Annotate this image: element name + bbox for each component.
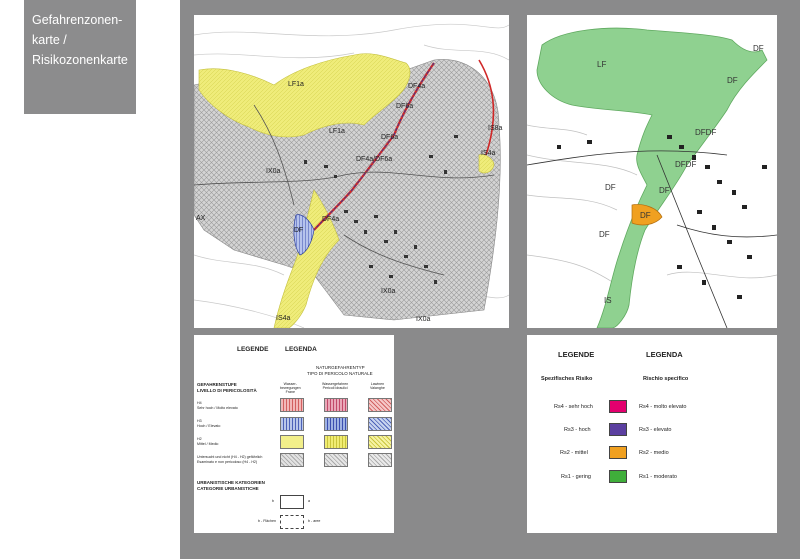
swatch-h3-avalanches [368,417,392,431]
risk-subtitle-it: Rischio specifico [643,376,689,382]
column-header-water [322,382,348,390]
risk-rs4-de: Rs4 - sehr hoch [554,404,593,410]
risk-zone-map[interactable] [527,15,777,328]
risk-rs2-swatch [609,446,627,459]
risk-rs2-de: Rs2 - mittel [560,450,588,456]
swatch-none-landslides [280,453,304,467]
title-line-1: Gefahrenzonen- [32,13,123,27]
hazard-type-header-it: TIPO DI PERICOLO NATURALE [307,371,373,376]
swatch-h2-landslides [280,435,304,449]
level-h4-label: Sehr hoch / Molto elevato [197,406,238,410]
level-h2-code: H2 [197,437,202,441]
risk-rs3-it: Rs3 - elevato [639,427,672,433]
urban-item-1-right: a [308,499,310,503]
title-line-3: Risikozonenkarte [32,53,128,67]
hazard-legend-title-de: LEGENDE [237,346,269,353]
risk-label-lf: LF [597,60,607,69]
risk-rs2-it: Rs2 - medio [639,450,669,456]
label-df6a-2: DF6a [381,134,399,141]
column-header-water-it: Pericoli idraulici [322,386,348,390]
risk-label-df-l2: DF [599,230,610,239]
label-ix0a-c: IX0a [416,316,431,323]
risk-rs4-swatch [609,400,627,413]
level-h3-label: Hoch / Elevato [197,424,221,428]
swatch-h2-avalanches [368,435,392,449]
risk-label-df-tr: DF [753,44,764,53]
label-df3: DF [294,227,304,234]
level-none-label-it: Esaminato e non pericoloso (H4 - H2) [197,460,258,464]
label-df4a-top: DF4a [408,83,426,90]
risk-legend [527,335,777,533]
hazard-type-header-de: NATURGEFAHRENTYP [316,365,365,370]
risk-label-df-r1: DF [727,76,738,85]
swatch-none-avalanches [368,453,392,467]
column-header-water-de: Wassergefahren [322,382,349,386]
urban-item-2-left: b - Flächen [258,519,276,523]
label-is4a-right: IS4a [481,150,496,157]
swatch-none-water [324,453,348,467]
swatch-h4-landslides [280,398,304,412]
level-h2-label: Mittel / Medio [197,442,219,446]
risk-rs4-it: Rs4 - molto elevato [639,404,687,410]
label-ix0a: IX0a [266,168,281,175]
risk-label-df-l1: DF [605,183,616,192]
risk-subtitle-de: Spezifisches Risiko [541,376,593,382]
hazard-zone-map[interactable] [194,15,509,328]
column-header-avalanches-it: Valanghe [370,386,385,390]
swatch-h3-water [324,417,348,431]
hazard-legend-title-it: LEGENDA [285,346,317,353]
label-df4a-df6a: DF4a/DF6a [356,156,393,163]
column-header-avalanches-de: Lawinen [370,382,385,386]
level-h3-code: H3 [197,419,202,423]
label-is4a: IS4a [276,315,291,322]
level-none-label-de: Untersucht und nicht (H4 - H2) gefährlich [197,455,263,459]
swatch-h4-avalanches [368,398,392,412]
column-header-landslides-it: Frane [285,390,295,394]
label-is8a: IS8a [488,125,503,132]
swatch-h2-water [324,435,348,449]
label-ix0a-b: IX0a [381,288,396,295]
label-ax: AX [196,215,206,222]
hazard-map-svg [194,15,509,328]
risk-legend-title-de: LEGENDE [558,350,595,359]
risk-rs3-de: Rs3 - hoch [564,427,591,433]
urban-item-2-right: b - aree [308,519,321,523]
risk-rs1-swatch [609,470,627,483]
risk-label-df-r2: DFDF [695,128,717,137]
swatch-h4-water [324,398,348,412]
urban-header-it: CATEGORIE URBANISTICHE [197,486,259,491]
risk-label-is: IS [604,296,612,305]
risk-label-df-m1: DFDF [675,160,697,169]
label-df6a-1: DF6a [396,103,414,110]
swatch-h3-landslides [280,417,304,431]
risk-rs1-de: Rs1 - gering [561,474,591,480]
urban-header-de: URBANISTISCHE KATEGORIEN [197,480,265,485]
swatch-urban-dashed [280,515,304,529]
column-header-avalanches [370,382,385,390]
level-header-it: LIVELLO DI PERICOLOSITÀ [197,388,257,393]
risk-rs1-it: Rs1 - moderato [639,474,677,480]
risk-label-df-c: DF [640,211,651,220]
level-h4-code: H4 [197,401,202,405]
column-header-landslides [280,382,301,394]
label-lf1a-top: LF1a [288,81,304,88]
column-header-landslides-de2: bewegungen [280,386,301,390]
risk-legend-title-it: LEGENDA [646,350,683,359]
column-header-landslides-de: Wasser- [283,382,297,386]
title-box [24,0,136,114]
urban-item-1-left: b [272,499,274,503]
hazard-legend [194,335,394,533]
risk-label-df-m2: DF [659,186,670,195]
swatch-urban-solid [280,495,304,509]
risk-map-svg [527,15,777,328]
title-line-2: karte / [32,33,67,47]
label-df4a-b: DF4a [322,216,340,223]
level-header-de: GEFAHRENSTUFE [197,382,237,387]
risk-rs3-swatch [609,423,627,436]
label-lf1a-mid: LF1a [329,128,345,135]
